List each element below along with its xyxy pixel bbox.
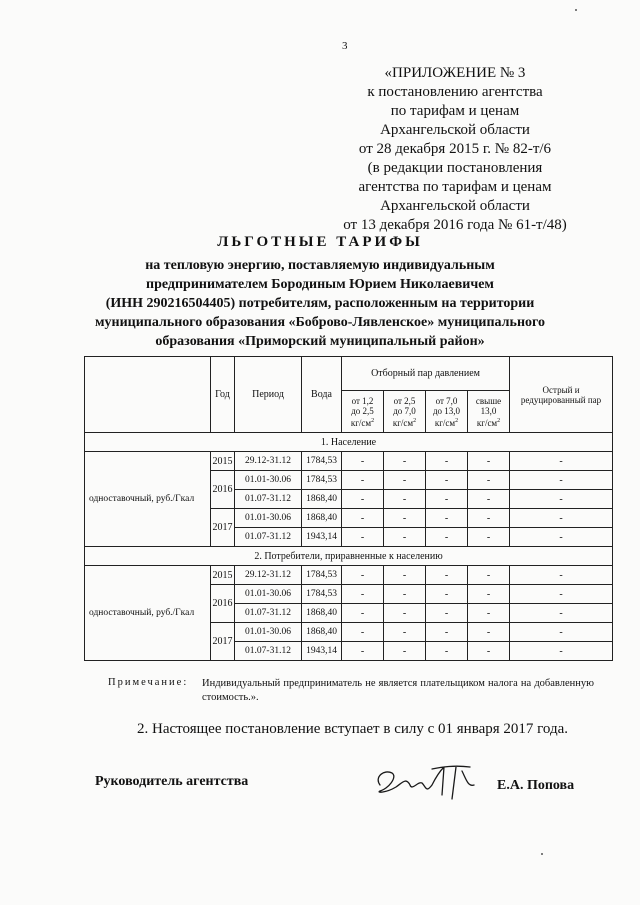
appendix-header [335, 64, 575, 235]
water-tariff-cell: 1943,14 [302, 642, 342, 661]
sharp-steam-cell: - [510, 585, 613, 604]
appendix-line: от 28 декабря 2015 г. № 82-т/6 [358, 141, 552, 157]
steam-cell: - [342, 528, 384, 547]
period-cell: 01.01-30.06 [235, 623, 302, 642]
unit: кг/см [434, 417, 456, 428]
steam-cell: - [468, 452, 510, 471]
water-tariff-cell: 1868,40 [302, 490, 342, 509]
scan-speck [541, 853, 543, 855]
header-water: Вода [302, 357, 342, 433]
sharp-steam-cell: - [510, 642, 613, 661]
signatory-name: Е.А. Попова [497, 778, 575, 793]
steam-cell: - [426, 452, 468, 471]
steam-cell: - [342, 452, 384, 471]
steam-cell: - [468, 490, 510, 509]
sharp-steam-cell: - [510, 490, 613, 509]
steam-cell: - [384, 452, 426, 471]
period-cell: 01.07-31.12 [235, 528, 302, 547]
steam-cell: - [342, 604, 384, 623]
header-year: Год [211, 357, 235, 433]
steam-cell: - [468, 585, 510, 604]
unit: кг/см [350, 417, 372, 428]
header-steam-range [342, 391, 384, 433]
subtitle-line: на тепловую энергию, поставляемую индивидуальным [145, 258, 495, 273]
note-text: Индивидуальный предприниматель не является плательщиком налога на добавленную стоимость.». [202, 678, 594, 703]
steam-cell: - [342, 623, 384, 642]
range-from: свыше [475, 395, 502, 406]
steam-cell: - [468, 509, 510, 528]
water-tariff-cell: 1943,14 [302, 528, 342, 547]
steam-cell: - [426, 623, 468, 642]
category-cell: одноставочный, руб./Гкал [85, 452, 211, 547]
header-category-cell [85, 357, 211, 433]
signatory-title: Руководитель агентства [95, 774, 249, 789]
range-from: от 7,0 [435, 395, 458, 406]
steam-cell: - [426, 528, 468, 547]
subtitle-line: предпринимателем Бородиным Юрием Николаевичем [146, 277, 494, 292]
period-cell: 29.12-31.12 [235, 452, 302, 471]
water-tariff-cell: 1868,40 [302, 623, 342, 642]
steam-cell: - [468, 528, 510, 547]
steam-cell: - [426, 585, 468, 604]
sharp-steam-cell: - [510, 604, 613, 623]
period-cell: 01.01-30.06 [235, 585, 302, 604]
year-cell: 2017 [211, 623, 235, 661]
steam-cell: - [426, 566, 468, 585]
period-cell: 01.07-31.12 [235, 490, 302, 509]
clause-2: 2. Настоящее постановление вступает в силу с 01 января 2017 года. [137, 721, 569, 737]
appendix-line: по тарифам и ценам [390, 103, 520, 119]
subtitle-line: (ИНН 290216504405) потребителям, расположенным на территории [105, 296, 535, 311]
header-period: Период [235, 357, 302, 433]
document-title: ЛЬГОТНЫЕ ТАРИФЫ [217, 234, 423, 250]
water-tariff-cell: 1784,53 [302, 471, 342, 490]
range-to: до 2,5 [351, 405, 374, 416]
period-cell: 01.01-30.06 [235, 509, 302, 528]
steam-cell: - [468, 623, 510, 642]
range-from: от 2,5 [393, 395, 416, 406]
steam-cell: - [426, 604, 468, 623]
signature-stroke [378, 766, 474, 799]
year-cell: 2015 [211, 452, 235, 471]
period-cell: 01.01-30.06 [235, 471, 302, 490]
scan-speck [575, 9, 577, 11]
appendix-line: (в редакции постановления [367, 160, 543, 176]
steam-cell: - [384, 642, 426, 661]
steam-cell: - [468, 604, 510, 623]
range-to: до 7,0 [393, 405, 416, 416]
header-steam-range [384, 391, 426, 433]
water-tariff-cell: 1784,53 [302, 452, 342, 471]
subtitle-line: образования «Приморский муниципальный район» [155, 334, 485, 349]
steam-cell: - [342, 566, 384, 585]
year-cell: 2017 [211, 509, 235, 547]
sharp-steam-cell: - [510, 471, 613, 490]
appendix-line: от 13 декабря 2016 года № 61-т/48) [343, 217, 567, 233]
steam-cell: - [342, 642, 384, 661]
appendix-line: Архангельской области [380, 122, 530, 138]
sharp-steam-cell: - [510, 452, 613, 471]
unit-exp: 2 [371, 417, 375, 424]
period-cell: 29.12-31.12 [235, 566, 302, 585]
steam-cell: - [468, 642, 510, 661]
year-cell: 2016 [211, 471, 235, 509]
page-number: 3 [342, 40, 348, 52]
water-tariff-cell: 1868,40 [302, 509, 342, 528]
period-cell: 01.07-31.12 [235, 604, 302, 623]
steam-cell: - [384, 509, 426, 528]
steam-cell: - [342, 509, 384, 528]
sharp-steam-cell: - [510, 566, 613, 585]
steam-cell: - [426, 471, 468, 490]
steam-cell: - [468, 471, 510, 490]
steam-cell: - [342, 490, 384, 509]
steam-cell: - [384, 585, 426, 604]
water-tariff-cell: 1868,40 [302, 604, 342, 623]
steam-cell: - [426, 509, 468, 528]
header-sharp-steam: Острый и редуцированный пар [510, 357, 613, 433]
steam-cell: - [468, 566, 510, 585]
range-from: от 1,2 [351, 395, 374, 406]
steam-cell: - [384, 490, 426, 509]
sharp-steam-cell: - [510, 623, 613, 642]
appendix-line: агентства по тарифам и ценам [358, 179, 552, 195]
steam-cell: - [384, 566, 426, 585]
steam-cell: - [384, 604, 426, 623]
year-cell: 2015 [211, 566, 235, 585]
water-tariff-cell: 1784,53 [302, 585, 342, 604]
unit-exp: 2 [413, 417, 417, 424]
section-heading: 1. Население [85, 433, 613, 452]
water-tariff-cell: 1784,53 [302, 566, 342, 585]
tariff-table [84, 356, 613, 661]
header-steam-range [426, 391, 468, 433]
handwritten-signature [370, 755, 490, 805]
period-cell: 01.07-31.12 [235, 642, 302, 661]
header-steam-range [468, 391, 510, 433]
section-heading: 2. Потребители, приравненные к населению [85, 547, 613, 566]
sharp-steam-cell: - [510, 528, 613, 547]
steam-cell: - [384, 623, 426, 642]
unit: кг/см [392, 417, 414, 428]
sharp-steam-cell: - [510, 509, 613, 528]
range-to: до 13,0 [432, 405, 461, 416]
unit: кг/см [476, 417, 498, 428]
unit-exp: 2 [455, 417, 459, 424]
year-cell: 2016 [211, 585, 235, 623]
steam-cell: - [342, 585, 384, 604]
document-subtitle [60, 256, 580, 351]
range-to: 13,0 [480, 405, 497, 416]
appendix-line: Архангельской области [380, 198, 530, 214]
steam-cell: - [426, 490, 468, 509]
subtitle-line: муниципального образования «Боброво-Лявленское» муниципального [94, 315, 546, 330]
note-label: Примечание: [108, 677, 189, 688]
category-cell: одноставочный, руб./Гкал [85, 566, 211, 661]
appendix-line: «ПРИЛОЖЕНИЕ № 3 [384, 65, 526, 81]
unit-exp: 2 [497, 417, 501, 424]
header-steam: Отборный пар давлением [342, 357, 510, 391]
steam-cell: - [342, 471, 384, 490]
steam-cell: - [384, 528, 426, 547]
steam-cell: - [384, 471, 426, 490]
appendix-line: к постановлению агентства [367, 84, 543, 100]
steam-cell: - [426, 642, 468, 661]
